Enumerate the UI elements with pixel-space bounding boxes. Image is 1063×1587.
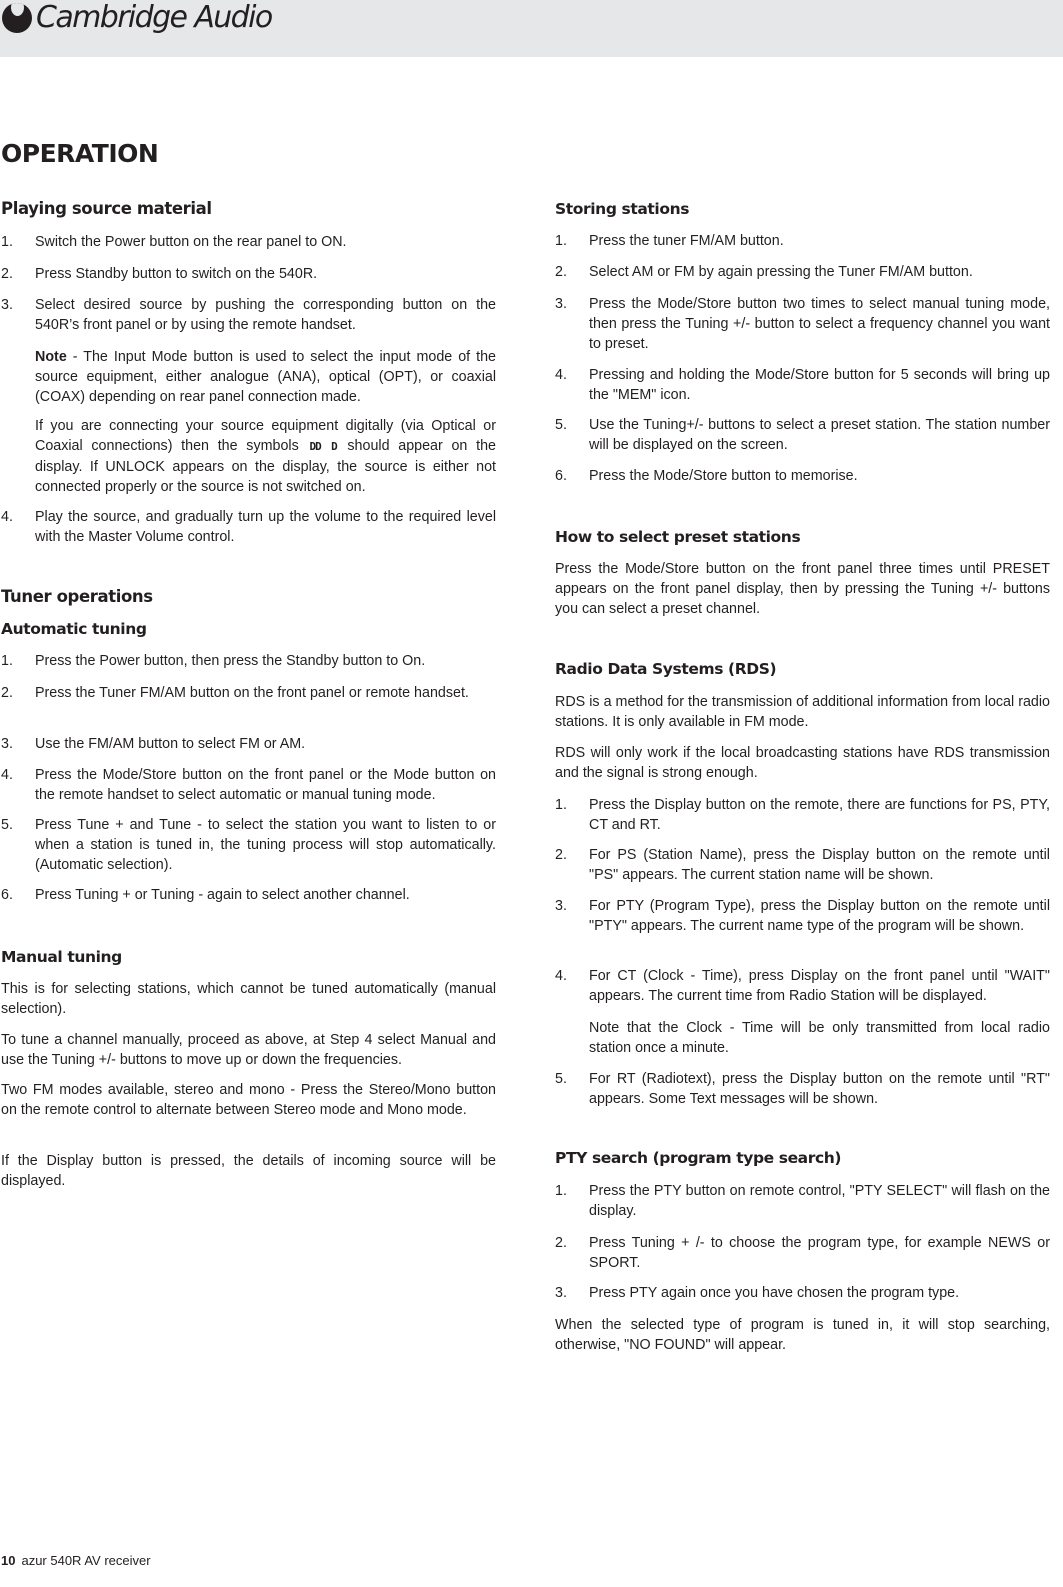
- paragraph: Two FM modes available, stereo and mono - Press the Stereo/Mono button on the remote control to alternate between Stereo mode and Mono mode.: [1, 1082, 496, 1118]
- digital-lock-icon: DD D: [309, 440, 337, 453]
- footer-text: azur 540R AV receiver: [21, 1553, 151, 1568]
- list-number: 2.: [555, 1235, 567, 1251]
- list-number: 3.: [1, 736, 13, 752]
- list-text: Select AM or FM by again pressing the Tuner FM/AM button.: [589, 264, 973, 280]
- list-text: Use the Tuning+/- buttons to select a preset station. The station number will be displayed on the screen.: [589, 417, 1050, 453]
- list-text: Press the Power button, then press the Standby button to On.: [35, 653, 426, 669]
- note-text: - The Input Mode button is used to select the input mode of the source equipment, either analogue (ANA), optical (OPT), or coaxial (COAX) depending on rear panel connection made.: [35, 349, 496, 405]
- list-number: 2.: [555, 264, 567, 280]
- list-number: 5.: [1, 817, 13, 833]
- brand-name: Cambridge Audio: [36, 0, 272, 35]
- list-text: Press PTY again once you have chosen the program type.: [589, 1285, 960, 1301]
- list-text: Press the Tuner FM/AM button on the front panel or remote handset.: [35, 685, 469, 701]
- list-number: 5.: [555, 417, 567, 433]
- list-number: 1.: [1, 653, 13, 669]
- list-text: Switch the Power button on the rear panel to ON.: [35, 234, 347, 250]
- list-text: Press the PTY button on remote control, "PTY SELECT" will flash on the display.: [589, 1183, 1050, 1219]
- list-number: 2.: [1, 266, 13, 282]
- list-number: 3.: [555, 898, 567, 914]
- subheading-storing: Storing stations: [555, 200, 690, 218]
- list-text: Use the FM/AM button to select FM or AM.: [35, 736, 306, 752]
- list-number: 3.: [555, 296, 567, 312]
- list-text: Press Tune + and Tune - to select the station you want to listen to or when a station is tuned in, the tuning process will stop automatically. (Automatic selection).: [35, 817, 496, 873]
- page-header: [0, 0, 1063, 57]
- section-heading-tuner: Tuner operations: [1, 587, 153, 606]
- paragraph: If the Display button is pressed, the details of incoming source will be displayed.: [1, 1153, 496, 1189]
- digital-text-before: If you are connecting your source equipment digitally (via Optical or Coaxial connections) then the symbols: [35, 418, 496, 454]
- page-number: 10: [1, 1553, 16, 1568]
- list-number: 1.: [1, 234, 13, 250]
- list-text: Press the Display button on the remote, there are functions for PS, PTY, CT and RT.: [589, 797, 1050, 833]
- subheading-automatic: Automatic tuning: [1, 620, 147, 638]
- list-number: 4.: [1, 509, 13, 525]
- list-text: Play the source, and gradually turn up the volume to the required level with the Master Volume control.: [35, 509, 496, 545]
- paragraph: When the selected type of program is tuned in, it will stop searching, otherwise, "NO FOUND" will appear.: [555, 1317, 1050, 1353]
- list-text: Press Tuning + or Tuning - again to select another channel.: [35, 887, 410, 903]
- list-text: For RT (Radiotext), press the Display button on the remote until "RT" appears. Some Text messages will be shown.: [589, 1071, 1050, 1107]
- digital-paragraph: [35, 416, 496, 497]
- list-number: 2.: [1, 685, 13, 701]
- list-number: 6.: [555, 468, 567, 484]
- page-footer: [1, 1553, 151, 1568]
- list-number: 3.: [1, 297, 13, 313]
- list-number: 4.: [555, 367, 567, 383]
- page-title: OPERATION: [1, 139, 159, 168]
- list-text: For CT (Clock - Time), press Display on the front panel until "WAIT" appears. The current time from Radio Station will be displayed.: [589, 968, 1050, 1004]
- subheading-manual: Manual tuning: [1, 948, 122, 966]
- list-number: 1.: [555, 1183, 567, 1199]
- subheading-pty: PTY search (program type search): [555, 1149, 842, 1167]
- list-number: 5.: [555, 1071, 567, 1087]
- list-number: 3.: [555, 1285, 567, 1301]
- list-number: 1.: [555, 233, 567, 249]
- paragraph: Press the Mode/Store button on the front panel three times until PRESET appears on the front panel display, then by pressing the Tuning +/- buttons you can select a preset channel.: [555, 561, 1050, 617]
- list-text: Press the Mode/Store button two times to select manual tuning mode, then press the Tuning +/- button to select a frequency channel you want to preset.: [589, 296, 1050, 352]
- rds-note: Note that the Clock - Time will be only transmitted from local radio station once a minute.: [589, 1020, 1050, 1056]
- paragraph: This is for selecting stations, which cannot be tuned automatically (manual selection).: [1, 981, 496, 1017]
- list-text: For PTY (Program Type), press the Display button on the remote until "PTY" appears. The current name type of the program will be shown.: [589, 898, 1050, 934]
- list-text: For PS (Station Name), press the Display button on the remote until "PS" appears. The current station name will be shown.: [589, 847, 1050, 883]
- brand-logo: [2, 0, 272, 36]
- subheading-preset: How to select preset stations: [555, 528, 801, 546]
- section-heading-playing: Playing source material: [1, 199, 212, 218]
- list-number: 4.: [1, 767, 13, 783]
- list-text: Pressing and holding the Mode/Store button for 5 seconds will bring up the "MEM" icon.: [589, 367, 1050, 403]
- list-number: 1.: [555, 797, 567, 813]
- list-text: Press the Mode/Store button to memorise.: [589, 468, 858, 484]
- paragraph: RDS is a method for the transmission of additional information from local radio stations. It is only available in FM mode.: [555, 694, 1050, 730]
- subheading-rds: Radio Data Systems (RDS): [555, 660, 777, 678]
- digital-text-after: should appear on the display. If UNLOCK appears on the display, the source is either not connected properly or the source is not switched on.: [35, 438, 496, 495]
- list-text: Press Tuning + /- to choose the program type, for example NEWS or SPORT.: [589, 1235, 1050, 1271]
- list-text: Press Standby button to switch on the 540R.: [35, 266, 318, 282]
- paragraph: RDS will only work if the local broadcasting stations have RDS transmission and the signal is strong enough.: [555, 745, 1050, 781]
- list-number: 2.: [555, 847, 567, 863]
- note-label: Note: [35, 349, 67, 365]
- paragraph: To tune a channel manually, proceed as above, at Step 4 select Manual and use the Tuning +/- buttons to move up or down the frequencies.: [1, 1032, 496, 1068]
- list-number: 6.: [1, 887, 13, 903]
- brand-logo-icon: [2, 3, 32, 33]
- list-text: Press the tuner FM/AM button.: [589, 233, 784, 249]
- list-text: Select desired source by pushing the corresponding button on the 540R’s front panel or by using the remote handset.: [35, 297, 496, 333]
- note-paragraph: [35, 347, 496, 407]
- list-text: Press the Mode/Store button on the front panel or the Mode button on the remote handset to select automatic or manual tuning mode.: [35, 767, 496, 803]
- list-number: 4.: [555, 968, 567, 984]
